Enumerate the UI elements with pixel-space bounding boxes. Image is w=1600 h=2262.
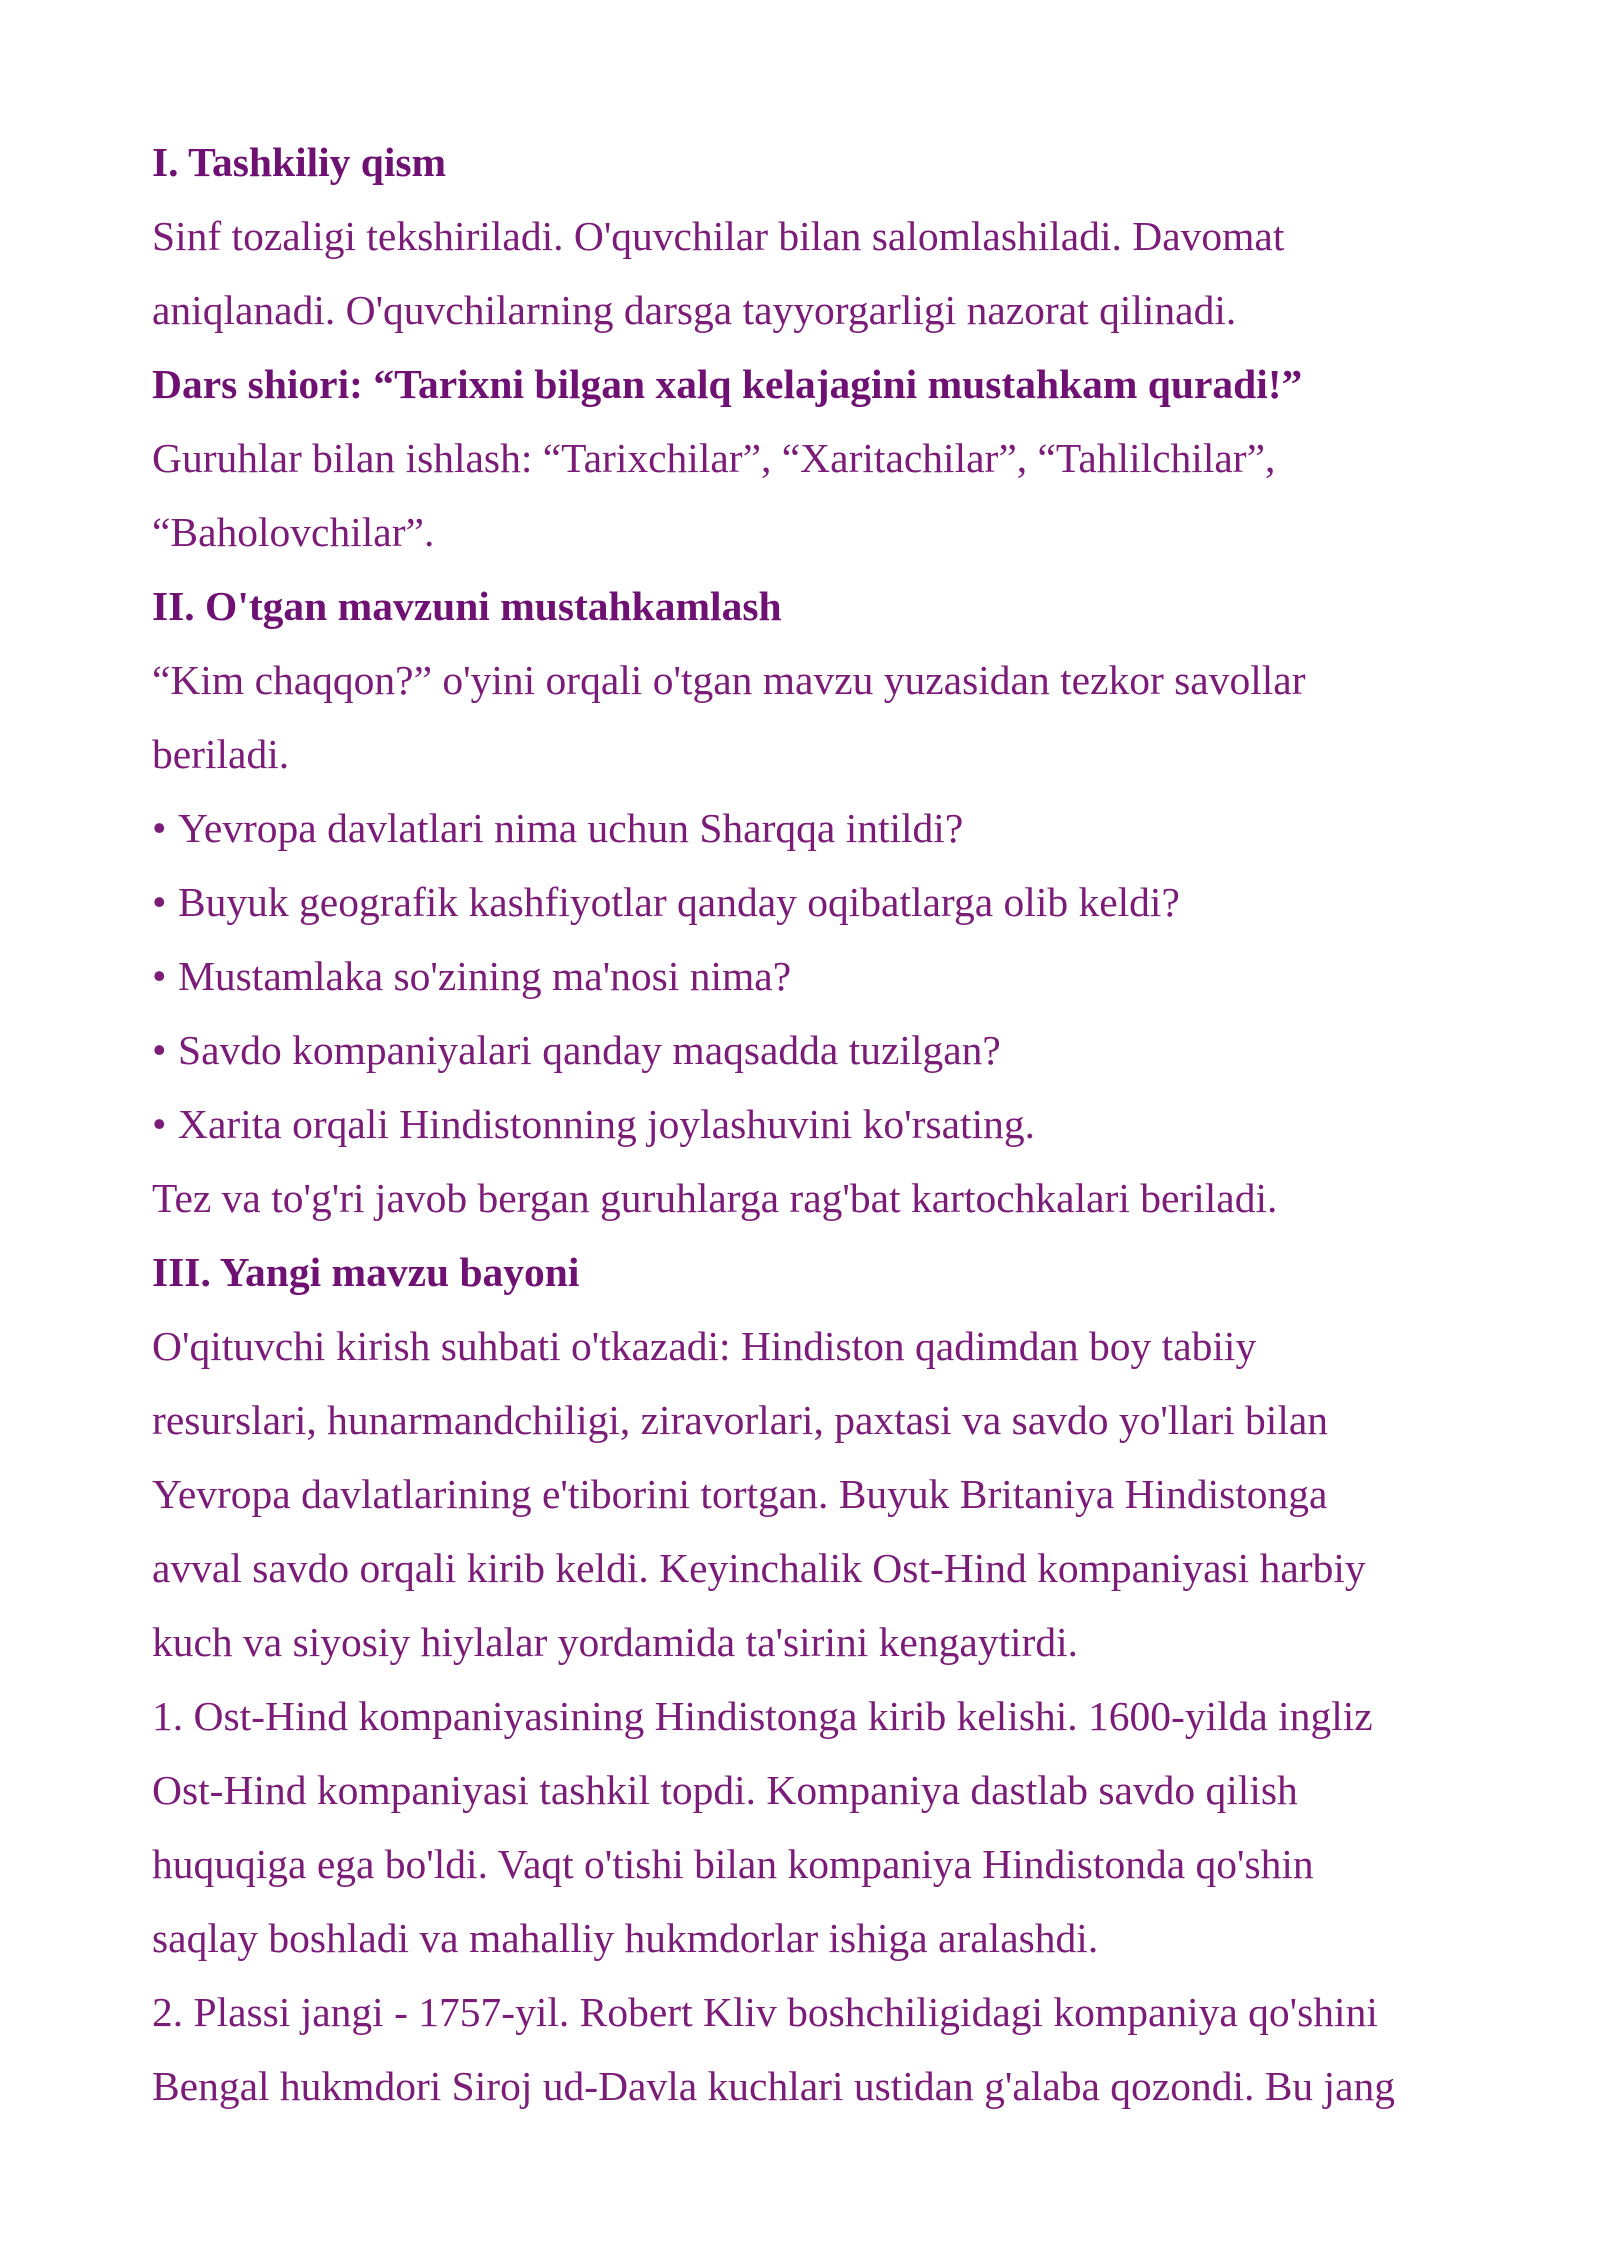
question-text: Mustamlaka so'zining ma'nosi nima? bbox=[178, 953, 792, 999]
section3-intro-line: Yevropa davlatlarining e'tiborini tortgan. Buyuk Britaniya Hindistonga bbox=[152, 1471, 1328, 1517]
section2-closing: Tez va to'g'ri javob bergan guruhlarga rag'bat kartochkalari beriladi. bbox=[152, 1175, 1278, 1221]
bullet-icon: • bbox=[152, 879, 167, 925]
section3-intro-line: avval savdo orqali kirib keldi. Keyinchalik Ost-Hind kompaniyasi harbiy bbox=[152, 1545, 1366, 1591]
question-text: Buyuk geografik kashfiyotlar qanday oqibatlarga olib keldi? bbox=[178, 879, 1180, 925]
section2-intro-line: “Kim chaqqon?” o'yini orqali o'tgan mavzu yuzasidan tezkor savollar bbox=[152, 657, 1306, 703]
point1-line: saqlay boshladi va mahalliy hukmdorlar ishiga aralashdi. bbox=[152, 1915, 1099, 1961]
section3-intro-line: kuch va siyosiy hiylalar yordamida ta'sirini kengaytirdi. bbox=[152, 1619, 1079, 1665]
point1-line: 1. Ost-Hind kompaniyasining Hindistonga kirib kelishi. 1600-yilda ingliz bbox=[152, 1693, 1373, 1739]
section2-intro-line: beriladi. bbox=[152, 731, 290, 777]
bullet-icon: • bbox=[152, 1027, 167, 1073]
section2-heading: II. O'tgan mavzuni mustahkamlash bbox=[152, 583, 782, 629]
question-item bbox=[152, 865, 1482, 939]
section1-para-line: aniqlanadi. O'quvchilarning darsga tayyorgarligi nazorat qilinadi. bbox=[152, 287, 1237, 333]
question-item bbox=[152, 1087, 1482, 1161]
point1-line: Ost-Hind kompaniyasi tashkil topdi. Kompaniya dastlab savdo qilish bbox=[152, 1767, 1298, 1813]
question-text: Yevropa davlatlari nima uchun Sharqqa intildi? bbox=[178, 805, 964, 851]
lesson-motto: Dars shiori: “Tarixni bilgan xalq kelajagini mustahkam quradi!” bbox=[152, 361, 1303, 407]
point2-line: 2. Plassi jangi - 1757-yil. Robert Kliv boshchiligidagi kompaniya qo'shini bbox=[152, 1989, 1378, 2035]
bullet-icon: • bbox=[152, 805, 167, 851]
document-content bbox=[152, 125, 1482, 2123]
question-text: Xarita orqali Hindistonning joylashuvini ko'rsating. bbox=[178, 1101, 1035, 1147]
section3-intro-line: resurslari, hunarmandchiligi, ziravorlari, paxtasi va savdo yo'llari bilan bbox=[152, 1397, 1329, 1443]
section1-heading: I. Tashkiliy qism bbox=[152, 139, 447, 185]
groups-line: “Baholovchilar”. bbox=[152, 509, 435, 555]
bullet-icon: • bbox=[152, 953, 167, 999]
question-item bbox=[152, 791, 1482, 865]
question-item bbox=[152, 939, 1482, 1013]
section3-heading: III. Yangi mavzu bayoni bbox=[152, 1249, 580, 1295]
section1-para-line: Sinf tozaligi tekshiriladi. O'quvchilar bilan salomlashiladi. Davomat bbox=[152, 213, 1285, 259]
section3-intro-line: O'qituvchi kirish suhbati o'tkazadi: Hindiston qadimdan boy tabiiy bbox=[152, 1323, 1257, 1369]
question-text: Savdo kompaniyalari qanday maqsadda tuzilgan? bbox=[178, 1027, 1001, 1073]
groups-line: Guruhlar bilan ishlash: “Tarixchilar”, “Xaritachilar”, “Tahlilchilar”, bbox=[152, 435, 1276, 481]
bullet-icon: • bbox=[152, 1101, 167, 1147]
point2-line: Bengal hukmdori Siroj ud-Davla kuchlari ustidan g'alaba qozondi. Bu jang bbox=[152, 2063, 1395, 2109]
question-item bbox=[152, 1013, 1482, 1087]
point1-line: huquqiga ega bo'ldi. Vaqt o'tishi bilan kompaniya Hindistonda qo'shin bbox=[152, 1841, 1314, 1887]
